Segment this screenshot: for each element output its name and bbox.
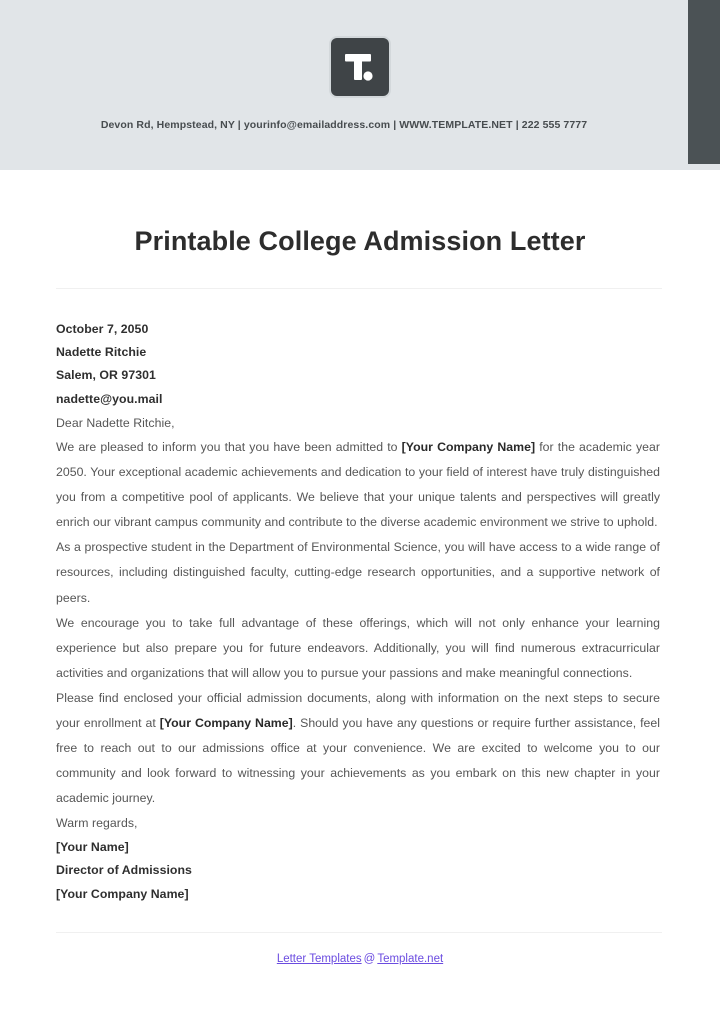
salutation: Dear Nadette Ritchie,: [56, 415, 175, 430]
body-paragraph-1: [56, 435, 660, 535]
body-paragraph-3: [56, 611, 660, 686]
header-contact-line: Devon Rd, Hempstead, NY | yourinfo@emailaddress.com | WWW.TEMPLATE.NET | 222 555 7777: [100, 119, 588, 131]
closing-line: Warm regards,: [56, 816, 138, 831]
logo-container: [0, 38, 720, 96]
paragraph-4-text-after: . Should you have any questions or require further assistance, feel free to reach out to our admissions office at your convenience. We are excited to welcome you to our community and look forward to witnessing your achievements as you embark on this new chapter in your academic journey.: [56, 716, 660, 806]
body-paragraph-4: [56, 686, 660, 811]
footer-separator: @: [363, 953, 376, 966]
paragraph-3-text: We encourage you to take full advantage of these offerings, which will not only enhance your learning experience but also prepare you for future endeavors. Additionally, you will find numerous extracurricular activities and organizations that will allow you to pursue your passions and make meaningful connections.: [56, 615, 660, 680]
recipient-address: Salem, OR 97301: [56, 368, 156, 383]
signer-title: Director of Admissions: [56, 863, 192, 878]
page-title: Printable College Admission Letter: [134, 226, 586, 256]
letter-date: October 7, 2050: [56, 322, 149, 336]
footer-link-letter-templates[interactable]: Letter Templates: [276, 953, 362, 966]
signer-name: [Your Name]: [56, 839, 129, 854]
recipient-email: nadette@you.mail: [56, 391, 163, 406]
signer-company: [Your Company Name]: [56, 886, 189, 901]
paragraph-4-company-placeholder: [Your Company Name]: [159, 716, 293, 731]
document-page: [0, 170, 720, 965]
footer-link-template-net[interactable]: Template.net: [377, 953, 444, 966]
paragraph-2-text: As a prospective student in the Department of Environmental Science, you will have access to a wide range of resources, including distinguished faculty, cutting-edge research opportunities, and a supportive network of peers.: [56, 540, 660, 605]
document-header: [0, 0, 720, 170]
document-footer: [0, 933, 720, 965]
template-t-logo-icon: [331, 38, 389, 96]
paragraph-4-text-before: Please find enclosed your official admission documents, along with information on the next steps to secure your enrollment at: [56, 690, 660, 731]
body-paragraph-2: [56, 535, 660, 610]
paragraph-1-text-before: We are pleased to inform you that you have been admitted to: [56, 440, 402, 455]
paragraph-1-company-placeholder: [Your Company Name]: [401, 440, 536, 455]
paragraph-1-text-after: for the academic year 2050. Your exceptional academic achievements and dedication to your field of interest have truly distinguished you from a competitive pool of applicants. We believe that your unique talents and perspectives will greatly enrich our vibrant campus community and contribute to the diverse academic environment we strive to uphold.: [56, 440, 660, 530]
letter-body: [0, 289, 720, 906]
recipient-name: Nadette Ritchie: [56, 345, 147, 360]
